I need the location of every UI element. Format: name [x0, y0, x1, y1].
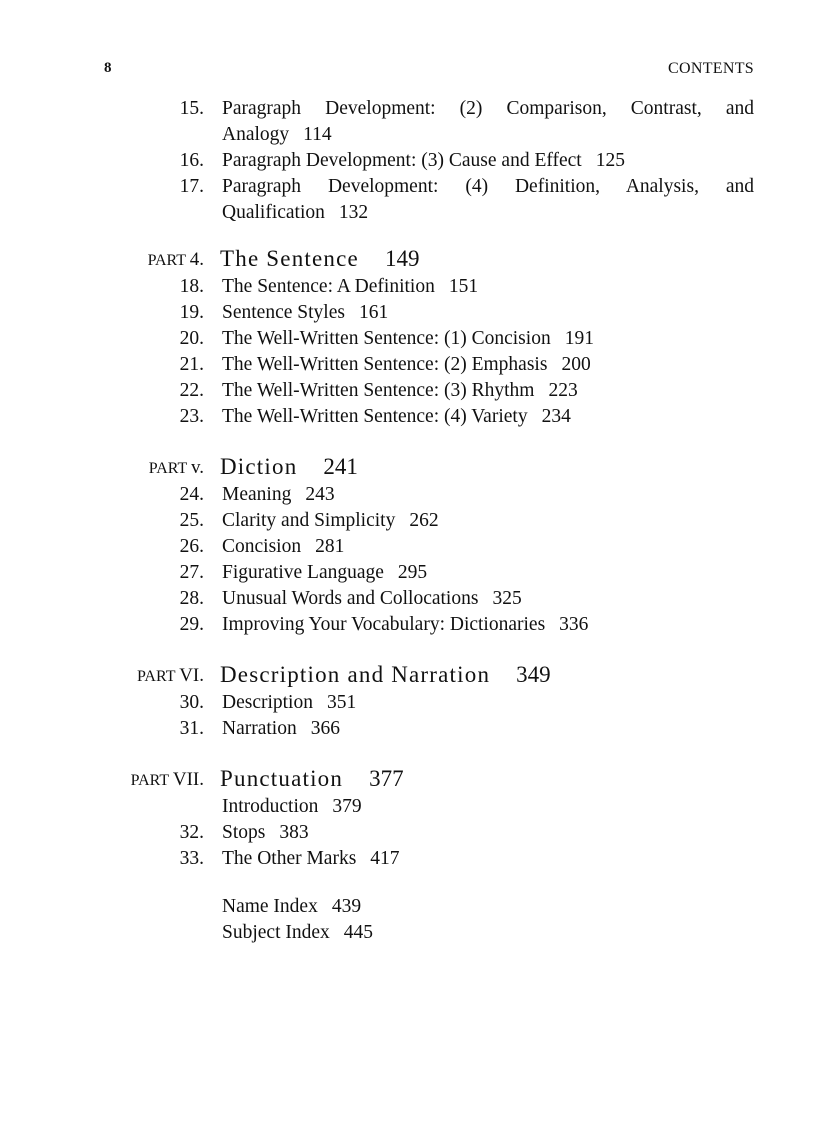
part-title: Diction 241: [220, 454, 358, 479]
toc-entry: [0, 820, 816, 846]
chapter-page: 161: [358, 302, 389, 323]
part-label: PART VII.: [130, 769, 204, 790]
part-heading: [0, 764, 816, 794]
part-page: 241: [323, 454, 358, 479]
chapter-page: 234: [541, 406, 571, 427]
chapter-number: 17.: [179, 176, 204, 197]
chapter-page: 125: [595, 150, 625, 171]
chapter-number: 15.: [179, 98, 204, 119]
chapter-number: 16.: [179, 150, 204, 171]
running-head: CONTENTS: [668, 60, 754, 77]
toc-entry: [0, 894, 816, 920]
chapter-title: Sentence Styles 161: [222, 302, 389, 323]
chapter-number: 31.: [179, 718, 204, 739]
chapter-title: Meaning 243: [222, 484, 335, 505]
part-heading: [0, 660, 816, 690]
chapter-number: 21.: [179, 354, 204, 375]
toc-entry: [0, 690, 816, 716]
part-page: 349: [516, 662, 551, 687]
chapter-page: 281: [315, 536, 345, 557]
chapter-page: 295: [397, 562, 428, 583]
chapter-page: 200: [561, 354, 591, 375]
toc-entry: [0, 716, 816, 742]
chapter-title: Concision 281: [222, 536, 345, 557]
chapter-page: 262: [409, 510, 439, 531]
chapter-title: Paragraph Development: (4) Definition, Analysis, and Qualification 132: [222, 176, 754, 223]
chapter-number: 28.: [179, 588, 204, 609]
chapter-title: Paragraph Development: (2) Comparison, Contrast, and Analogy 114: [222, 98, 754, 145]
chapter-title: Figurative Language 295: [222, 562, 428, 583]
part-label: PART v.: [148, 457, 204, 478]
part-title: The Sentence 149: [220, 246, 420, 271]
chapter-title: Introduction 379: [222, 796, 362, 817]
part-page: 149: [384, 246, 420, 271]
chapter-number: 18.: [179, 276, 204, 297]
part-label: PART 4.: [147, 249, 204, 270]
toc-entry: [0, 274, 816, 300]
table-of-contents: [0, 96, 816, 946]
chapter-page: 379: [332, 796, 362, 817]
chapter-page: 132: [338, 202, 369, 223]
chapter-page: 417: [370, 848, 400, 869]
part-title: Description and Narration 349: [220, 662, 551, 687]
chapter-page: 151: [448, 276, 479, 297]
toc-entry: [0, 148, 816, 174]
chapter-title: The Well-Written Sentence: (1) Concision 191: [222, 328, 594, 349]
chapter-number: 22.: [179, 380, 204, 401]
chapter-title: Clarity and Simplicity 262: [222, 510, 439, 531]
index-page: 445: [343, 922, 374, 943]
chapter-title: The Well-Written Sentence: (2) Emphasis 200: [222, 354, 591, 375]
index-title: Name Index 439: [222, 896, 362, 917]
chapter-title: The Well-Written Sentence: (4) Variety 234: [222, 406, 571, 427]
part-heading: [0, 452, 816, 482]
chapter-number: 33.: [179, 848, 204, 869]
chapter-number: 24.: [179, 484, 204, 505]
chapter-number: 19.: [179, 302, 204, 323]
index-page: 439: [331, 896, 362, 917]
chapter-page: 243: [305, 484, 335, 505]
toc-entry: [0, 794, 816, 820]
chapter-number: 26.: [179, 536, 204, 557]
toc-entry: [0, 534, 816, 560]
chapter-title: Narration 366: [222, 718, 340, 739]
chapter-page: 383: [279, 822, 309, 843]
part-title: Punctuation 377: [220, 766, 404, 791]
chapter-title: The Well-Written Sentence: (3) Rhythm 223: [222, 380, 578, 401]
page-number: 8: [104, 60, 112, 76]
chapter-number: 32.: [179, 822, 204, 843]
toc-entry: [0, 174, 816, 226]
chapter-title: Improving Your Vocabulary: Dictionaries 336: [222, 614, 589, 635]
chapter-number: 25.: [179, 510, 204, 531]
toc-entry: [0, 96, 816, 148]
spacer: [0, 872, 816, 894]
toc-entry: [0, 508, 816, 534]
toc-entry: [0, 586, 816, 612]
chapter-number: 27.: [179, 562, 204, 583]
chapter-page: 223: [548, 380, 578, 401]
toc-entry: [0, 300, 816, 326]
chapter-page: 191: [564, 328, 594, 349]
chapter-page: 366: [310, 718, 340, 739]
part-heading: [0, 244, 816, 274]
toc-entry: [0, 378, 816, 404]
chapter-title: Paragraph Development: (3) Cause and Effect 125: [222, 150, 625, 171]
chapter-page: 114: [303, 124, 332, 145]
chapter-title: The Other Marks 417: [222, 848, 400, 869]
chapter-page: 325: [492, 588, 522, 609]
toc-entry: [0, 352, 816, 378]
part-label: PART VI.: [137, 665, 204, 686]
part-page: 377: [369, 766, 404, 791]
page-header: [104, 60, 754, 82]
chapter-page: 351: [326, 692, 357, 713]
toc-entry: [0, 560, 816, 586]
chapter-number: 29.: [179, 614, 204, 635]
toc-entry: [0, 404, 816, 430]
chapter-page: 336: [559, 614, 589, 635]
toc-entry: [0, 920, 816, 946]
chapter-title: The Sentence: A Definition 151: [222, 276, 479, 297]
toc-entry: [0, 482, 816, 508]
chapter-number: 23.: [179, 406, 204, 427]
toc-entry: [0, 846, 816, 872]
chapter-number: 20.: [179, 328, 204, 349]
chapter-title: Unusual Words and Collocations 325: [222, 588, 522, 609]
toc-entry: [0, 326, 816, 352]
toc-entry: [0, 612, 816, 638]
chapter-number: 30.: [179, 692, 204, 713]
chapter-title: Description 351: [222, 692, 357, 713]
index-title: Subject Index 445: [222, 922, 374, 943]
chapter-title: Stops 383: [222, 822, 309, 843]
